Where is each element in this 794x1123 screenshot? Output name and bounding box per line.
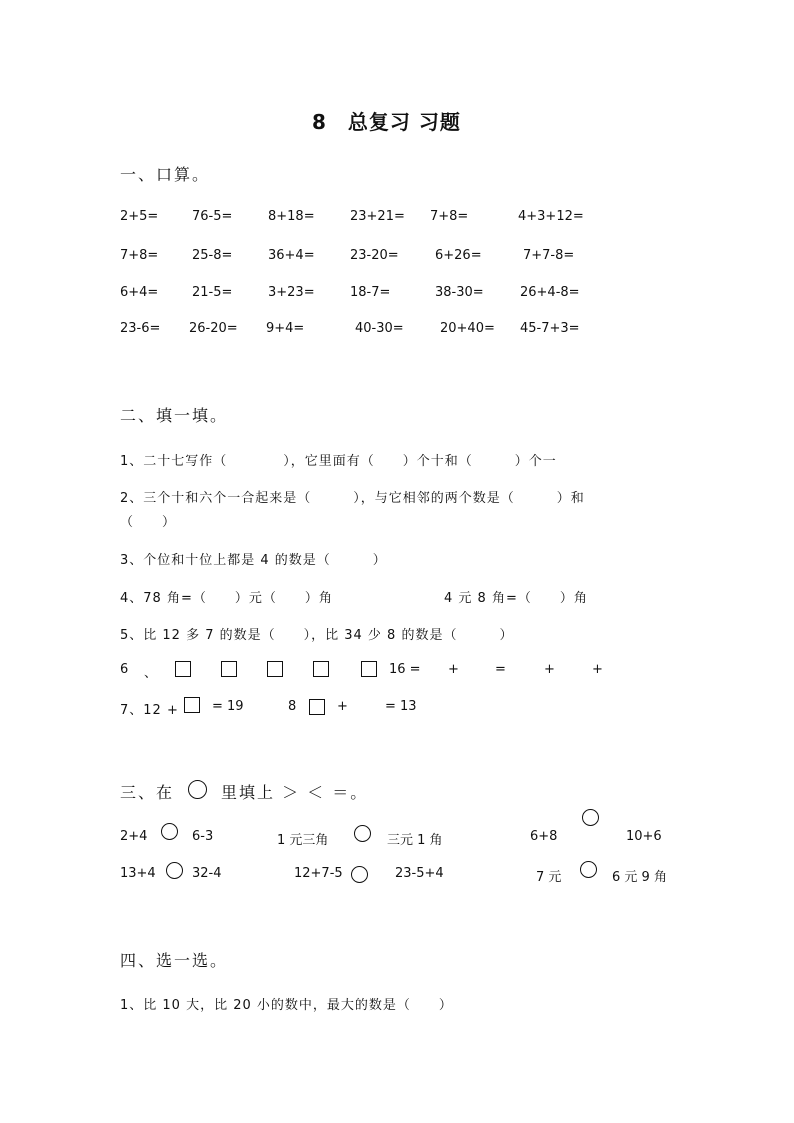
- answer-box[interactable]: [361, 661, 377, 677]
- fill-question-5: 5、比 12 多 7 的数是（ ），比 34 少 8 的数是（ ）: [120, 628, 514, 643]
- compare-item: 7 元: [536, 870, 562, 885]
- plus-sign: +: [544, 662, 555, 677]
- page-title: 8 总复习 习题: [312, 110, 461, 134]
- compare-item: 三元 1 角: [387, 833, 443, 848]
- math-problem: 18-7=: [350, 285, 391, 300]
- math-problem: 23-20=: [350, 248, 399, 263]
- math-problem: 26-20=: [189, 321, 238, 336]
- math-problem: 36+4=: [268, 248, 315, 263]
- math-problem: 8+18=: [268, 209, 315, 224]
- question-7-result: = 13: [385, 699, 417, 714]
- question-7-mid: 8: [288, 699, 297, 714]
- question-value: 16 =: [389, 662, 421, 677]
- compare-circle[interactable]: [354, 825, 371, 842]
- compare-circle[interactable]: [161, 823, 178, 840]
- answer-box[interactable]: [313, 661, 329, 677]
- math-problem: 7+8=: [120, 248, 159, 263]
- fill-question-3: 3、个位和十位上都是 4 的数是（ ）: [120, 553, 387, 568]
- math-problem: 4+3+12=: [518, 209, 584, 224]
- choose-question-1: 1、比 10 大，比 20 小的数中，最大的数是（ ）: [120, 998, 453, 1013]
- compare-item: 1 元三角: [277, 833, 329, 848]
- compare-circle[interactable]: [166, 862, 183, 879]
- compare-item: 12+7-5: [294, 866, 343, 881]
- question-number: 6: [120, 662, 130, 677]
- answer-box[interactable]: [221, 661, 237, 677]
- fill-question-2-continued: （ ）: [120, 515, 177, 530]
- math-problem: 21-5=: [192, 285, 233, 300]
- math-problem: 20+40=: [440, 321, 495, 336]
- math-problem: 45-7+3=: [520, 321, 580, 336]
- section-2-heading: 二、填一填。: [120, 406, 229, 425]
- math-problem: 6+4=: [120, 285, 159, 300]
- compare-item: 10+6: [626, 829, 662, 844]
- fill-question-4b: 4 元 8 角=（ ）角: [444, 591, 588, 606]
- section-1-heading: 一、口算。: [120, 165, 211, 184]
- compare-item: 6+8: [530, 829, 558, 844]
- math-problem: 2+5=: [120, 209, 159, 224]
- fill-question-2: 2、三个十和六个一合起来是（ ），与它相邻的两个数是（ ）和: [120, 491, 585, 506]
- plus-sign: +: [337, 699, 348, 714]
- math-problem: 23-6=: [120, 321, 161, 336]
- section-4-heading: 四、选一选。: [120, 951, 229, 970]
- answer-box[interactable]: [175, 661, 191, 677]
- math-problem: 7+7-8=: [523, 248, 575, 263]
- fill-question-1: 1、二十七写作（ ），它里面有（ ）个十和（ ）个一: [120, 454, 557, 469]
- math-problem: 76-5=: [192, 209, 233, 224]
- compare-item: 6 元 9 角: [612, 870, 667, 885]
- answer-box[interactable]: [309, 699, 325, 715]
- compare-item: 13+4: [120, 866, 156, 881]
- math-problem: 9+4=: [266, 321, 305, 336]
- equals-sign: =: [495, 662, 506, 677]
- circle-icon: [188, 780, 207, 799]
- section-3-heading-prefix: 三、在: [120, 783, 175, 802]
- compare-item: 6-3: [192, 829, 214, 844]
- math-problem: 38-30=: [435, 285, 484, 300]
- math-problem: 40-30=: [355, 321, 404, 336]
- math-problem: 7+8=: [430, 209, 469, 224]
- compare-item: 32-4: [192, 866, 222, 881]
- math-problem: 23+21=: [350, 209, 405, 224]
- section-3-heading-suffix: 里填上 ＞ ＜ ＝。: [221, 783, 369, 802]
- math-problem: 26+4-8=: [520, 285, 580, 300]
- plus-sign: +: [448, 662, 459, 677]
- fill-question-4a: 4、78 角=（ ）元（ ）角: [120, 591, 333, 606]
- compare-circle[interactable]: [582, 809, 599, 826]
- compare-item: 2+4: [120, 829, 148, 844]
- answer-box[interactable]: [267, 661, 283, 677]
- compare-circle[interactable]: [351, 866, 368, 883]
- question-separator: 、: [144, 666, 159, 681]
- answer-box[interactable]: [184, 697, 200, 713]
- plus-sign: +: [592, 662, 603, 677]
- question-7-result: = 19: [212, 699, 244, 714]
- compare-circle[interactable]: [580, 861, 597, 878]
- math-problem: 6+26=: [435, 248, 482, 263]
- question-7-left: 7、12 +: [120, 703, 179, 718]
- compare-item: 23-5+4: [395, 866, 444, 881]
- math-problem: 3+23=: [268, 285, 315, 300]
- math-problem: 25-8=: [192, 248, 233, 263]
